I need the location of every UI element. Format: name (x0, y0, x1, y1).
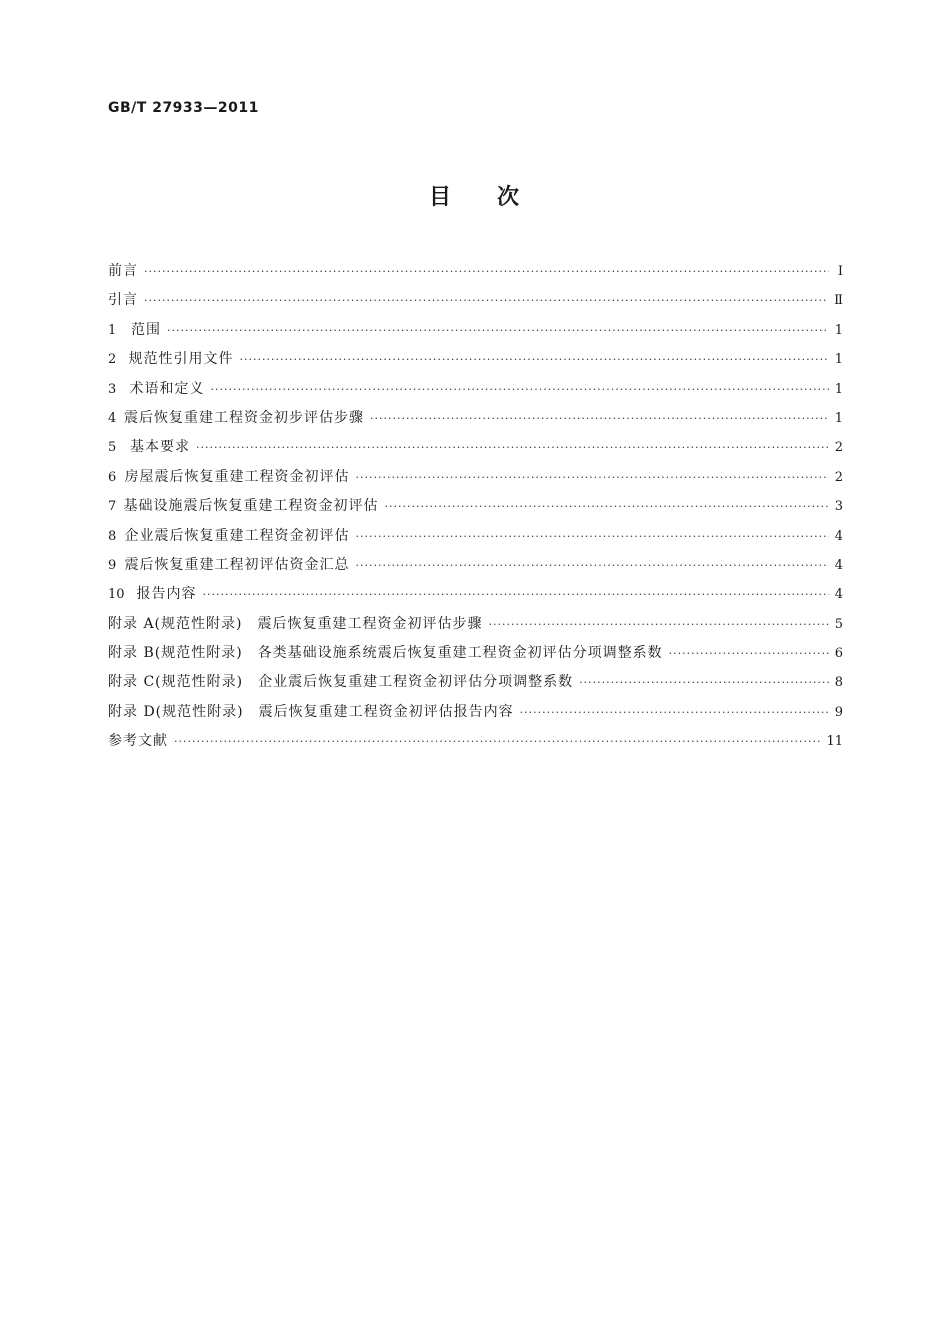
toc-dot-leader (196, 433, 829, 462)
toc-entry-1[interactable] (108, 316, 843, 345)
toc-entry-label: 引言 (108, 292, 138, 309)
toc-page-number: 5 (834, 616, 843, 632)
toc-page-number: 9 (834, 704, 843, 720)
toc-entry-2[interactable] (108, 345, 843, 374)
toc-entry-label: 基础设施震后恢复重建工程资金初评估 (123, 498, 379, 515)
toc-page-number: 4 (834, 528, 843, 544)
toc-entry-5[interactable] (108, 433, 843, 462)
toc-page-number: 1 (834, 410, 843, 426)
toc-entry-number: 7 (108, 499, 117, 515)
toc-entry-7[interactable] (108, 492, 843, 521)
toc-dot-leader (488, 610, 828, 639)
toc-dot-leader (579, 668, 829, 697)
toc-dot-leader (144, 257, 829, 286)
toc-entry-label: 前言 (108, 263, 138, 279)
toc-entry-label: 附录 B(规范性附录) 各类基础设施系统震后恢复重建工程资金初评估分项调整系数 (108, 645, 663, 662)
toc-page-number: 1 (834, 352, 843, 368)
toc-dot-leader (167, 316, 829, 345)
toc-dot-leader (384, 492, 828, 521)
toc-entry-number: 8 (108, 528, 117, 544)
toc-page-number: 2 (834, 469, 843, 485)
toc-dot-leader (355, 463, 828, 492)
toc-entry-appendix-d[interactable] (108, 698, 843, 727)
toc-dot-leader (669, 639, 829, 668)
toc-entry-label: 规范性引用文件 (128, 351, 234, 368)
toc-entry-number: 2 (108, 352, 117, 368)
toc-entry-label: 房屋震后恢复重建工程资金初评估 (124, 468, 350, 485)
toc-entry-number: 3 (108, 381, 117, 397)
toc-entry-number: 4 (108, 410, 117, 426)
toc-page-number: 2 (834, 440, 843, 456)
toc-page-number: 8 (834, 675, 843, 691)
toc-entry-number: 6 (108, 469, 117, 485)
table-of-contents (108, 257, 843, 757)
toc-dot-leader (520, 698, 829, 727)
toc-entry-number: 1 (108, 322, 117, 338)
toc-page-number: 1 (834, 381, 843, 397)
toc-entry-8[interactable] (108, 522, 843, 551)
toc-page-number: 11 (826, 734, 843, 750)
title-char-1: 目 (428, 185, 453, 210)
toc-dot-leader (144, 286, 828, 315)
toc-dot-leader (355, 522, 828, 551)
toc-dot-leader (370, 404, 829, 433)
toc-page-number: 6 (834, 646, 843, 662)
toc-entry-label: 附录 A(规范性附录) 震后恢复重建工程资金初评估步骤 (108, 615, 483, 632)
toc-page-number: Ⅱ (834, 293, 843, 309)
toc-entry-number: 5 (108, 440, 117, 456)
toc-entry-label: 术语和定义 (129, 380, 205, 397)
toc-entry-appendix-c[interactable] (108, 668, 843, 697)
toc-dot-leader (211, 375, 829, 404)
toc-dot-leader (355, 551, 828, 580)
toc-entry-foreword[interactable] (108, 257, 843, 286)
toc-page-number: 1 (834, 322, 843, 338)
toc-entry-6[interactable] (108, 463, 843, 492)
toc-entry-appendix-b[interactable] (108, 639, 843, 668)
toc-entry-introduction[interactable] (108, 286, 843, 315)
toc-entry-9[interactable] (108, 551, 843, 580)
toc-page-number: Ⅰ (837, 264, 843, 279)
toc-entry-label: 附录 D(规范性附录) 震后恢复重建工程资金初评估报告内容 (108, 703, 514, 720)
toc-entry-label: 范围 (131, 321, 162, 338)
toc-entry-appendix-a[interactable] (108, 610, 843, 639)
page-title (0, 180, 950, 211)
toc-entry-3[interactable] (108, 375, 843, 404)
toc-entry-label: 报告内容 (136, 586, 197, 603)
toc-entry-10[interactable] (108, 580, 843, 609)
toc-entry-label: 震后恢复重建工程资金初步评估步骤 (123, 409, 364, 426)
toc-dot-leader (174, 727, 820, 756)
toc-page-number: 4 (834, 557, 843, 573)
toc-entry-number: 10 (108, 587, 125, 603)
toc-dot-leader (203, 580, 829, 609)
toc-entry-label: 附录 C(规范性附录) 企业震后恢复重建工程资金初评估分项调整系数 (108, 674, 574, 691)
toc-entry-label: 企业震后恢复重建工程资金初评估 (124, 527, 350, 544)
toc-entry-label: 基本要求 (130, 439, 191, 456)
title-char-2: 次 (497, 185, 522, 210)
toc-entry-label: 参考文献 (108, 733, 168, 750)
toc-page-number: 4 (834, 587, 843, 603)
toc-entry-references[interactable] (108, 727, 843, 756)
toc-page-number: 3 (834, 499, 843, 515)
toc-entry-label: 震后恢复重建工程初评估资金汇总 (124, 556, 350, 573)
toc-entry-number: 9 (108, 557, 117, 573)
toc-dot-leader (240, 345, 829, 374)
toc-entry-4[interactable] (108, 404, 843, 433)
standard-code: GB/T 27933—2011 (108, 100, 259, 116)
